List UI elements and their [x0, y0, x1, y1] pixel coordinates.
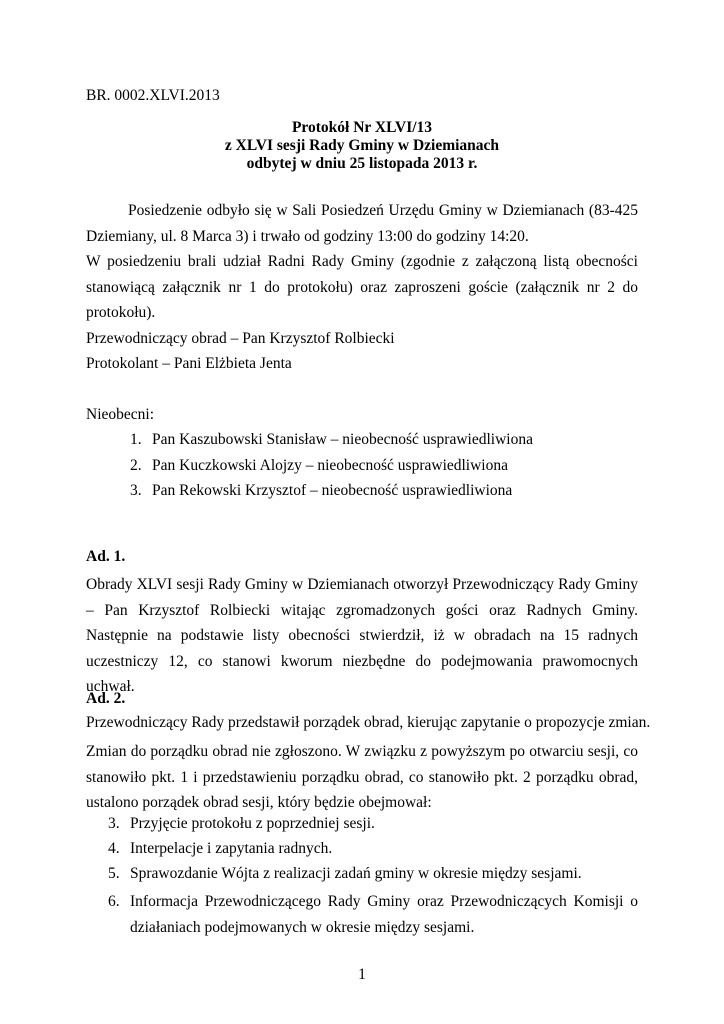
- absent-label: Nieobecni:: [86, 406, 155, 423]
- ad1-heading: Ad. 1.: [86, 548, 126, 565]
- title-line-1: Protokół Nr XLVI/13: [291, 119, 433, 136]
- ad2-heading: Ad. 2.: [86, 690, 126, 707]
- title-line-2: z XLVI sesji Rady Gminy w Dziemianach: [224, 137, 500, 154]
- page-number: 1: [358, 966, 366, 983]
- absent-item: 1. Pan Kaszubowski Stanisław – nieobecność usprawiedliwiona: [130, 431, 533, 448]
- ad1-paragraph: Obrady XLVI sesji Rady Gminy w Dziemianach otworzył Przewodniczący Rady Gminy – Pan Krzysztof Rolbiecki witając zgromadzonych gości oraz Radnych Gminy. Następnie na podstawie listy obecności stwierdził, iż w obradach na 15 radnych uczestniczy 12, co stanowi kworum niezbędne do podejmowania prawomocnych uchwał.: [86, 576, 638, 695]
- absent-item: 3. Pan Rekowski Krzysztof – nieobecność usprawiedliwiona: [130, 482, 513, 499]
- ad2-line-1: Przewodniczący Rady przedstawił porządek obrad, kierując zapytanie o propozycje zmian.: [86, 714, 651, 731]
- absent-item: 2. Pan Kuczkowski Alojzy – nieobecność usprawiedliwiona: [130, 457, 508, 474]
- agenda-item: 3. Przyjęcie protokołu z poprzedniej sesji.: [108, 815, 375, 832]
- intro-paragraph-2: W posiedzeniu brali udział Radni Rady Gminy (zgodnie z załączoną listą obecności stanowiącą załącznik nr 1 do protokołu) oraz zaproszeni goście (załącznik nr 2 do protokołu).: [86, 253, 638, 321]
- agenda-item: 5. Sprawozdanie Wójta z realizacji zadań gminy w okresie między sesjami.: [108, 865, 582, 882]
- intro-paragraph-1: Posiedzenie odbyło się w Sali Posiedzeń Urzędu Gminy w Dziemianach (83-425 Dziemiany, ul. 8 Marca 3) i trwało od godziny 13:00 do godziny 14:20.: [86, 202, 638, 245]
- recorder-line: Protokolant – Pani Elżbieta Jenta: [86, 355, 292, 372]
- chair-line: Przewodniczący obrad – Pan Krzysztof Rolbiecki: [86, 330, 395, 347]
- agenda-item: 6. Informacja Przewodniczącego Rady Gminy oraz Przewodniczących Komisji o działaniach podejmowanych w okresie między sesjami.: [108, 893, 638, 936]
- ad2-paragraph: Zmian do porządku obrad nie zgłoszono. W związku z powyższym po otwarciu sesji, co stanowiło pkt. 1 i przedstawieniu porządku obrad, co stanowiło pkt. 2 porządku obrad, ustalono porządek obrad sesji, który będzie obejmował:: [86, 743, 638, 811]
- document-reference: BR. 0002.XLVI.2013: [86, 87, 220, 104]
- agenda-item: 4. Interpelacje i zapytania radnych.: [108, 840, 333, 857]
- title-line-3: odbytej w dniu 25 listopada 2013 r.: [246, 155, 478, 172]
